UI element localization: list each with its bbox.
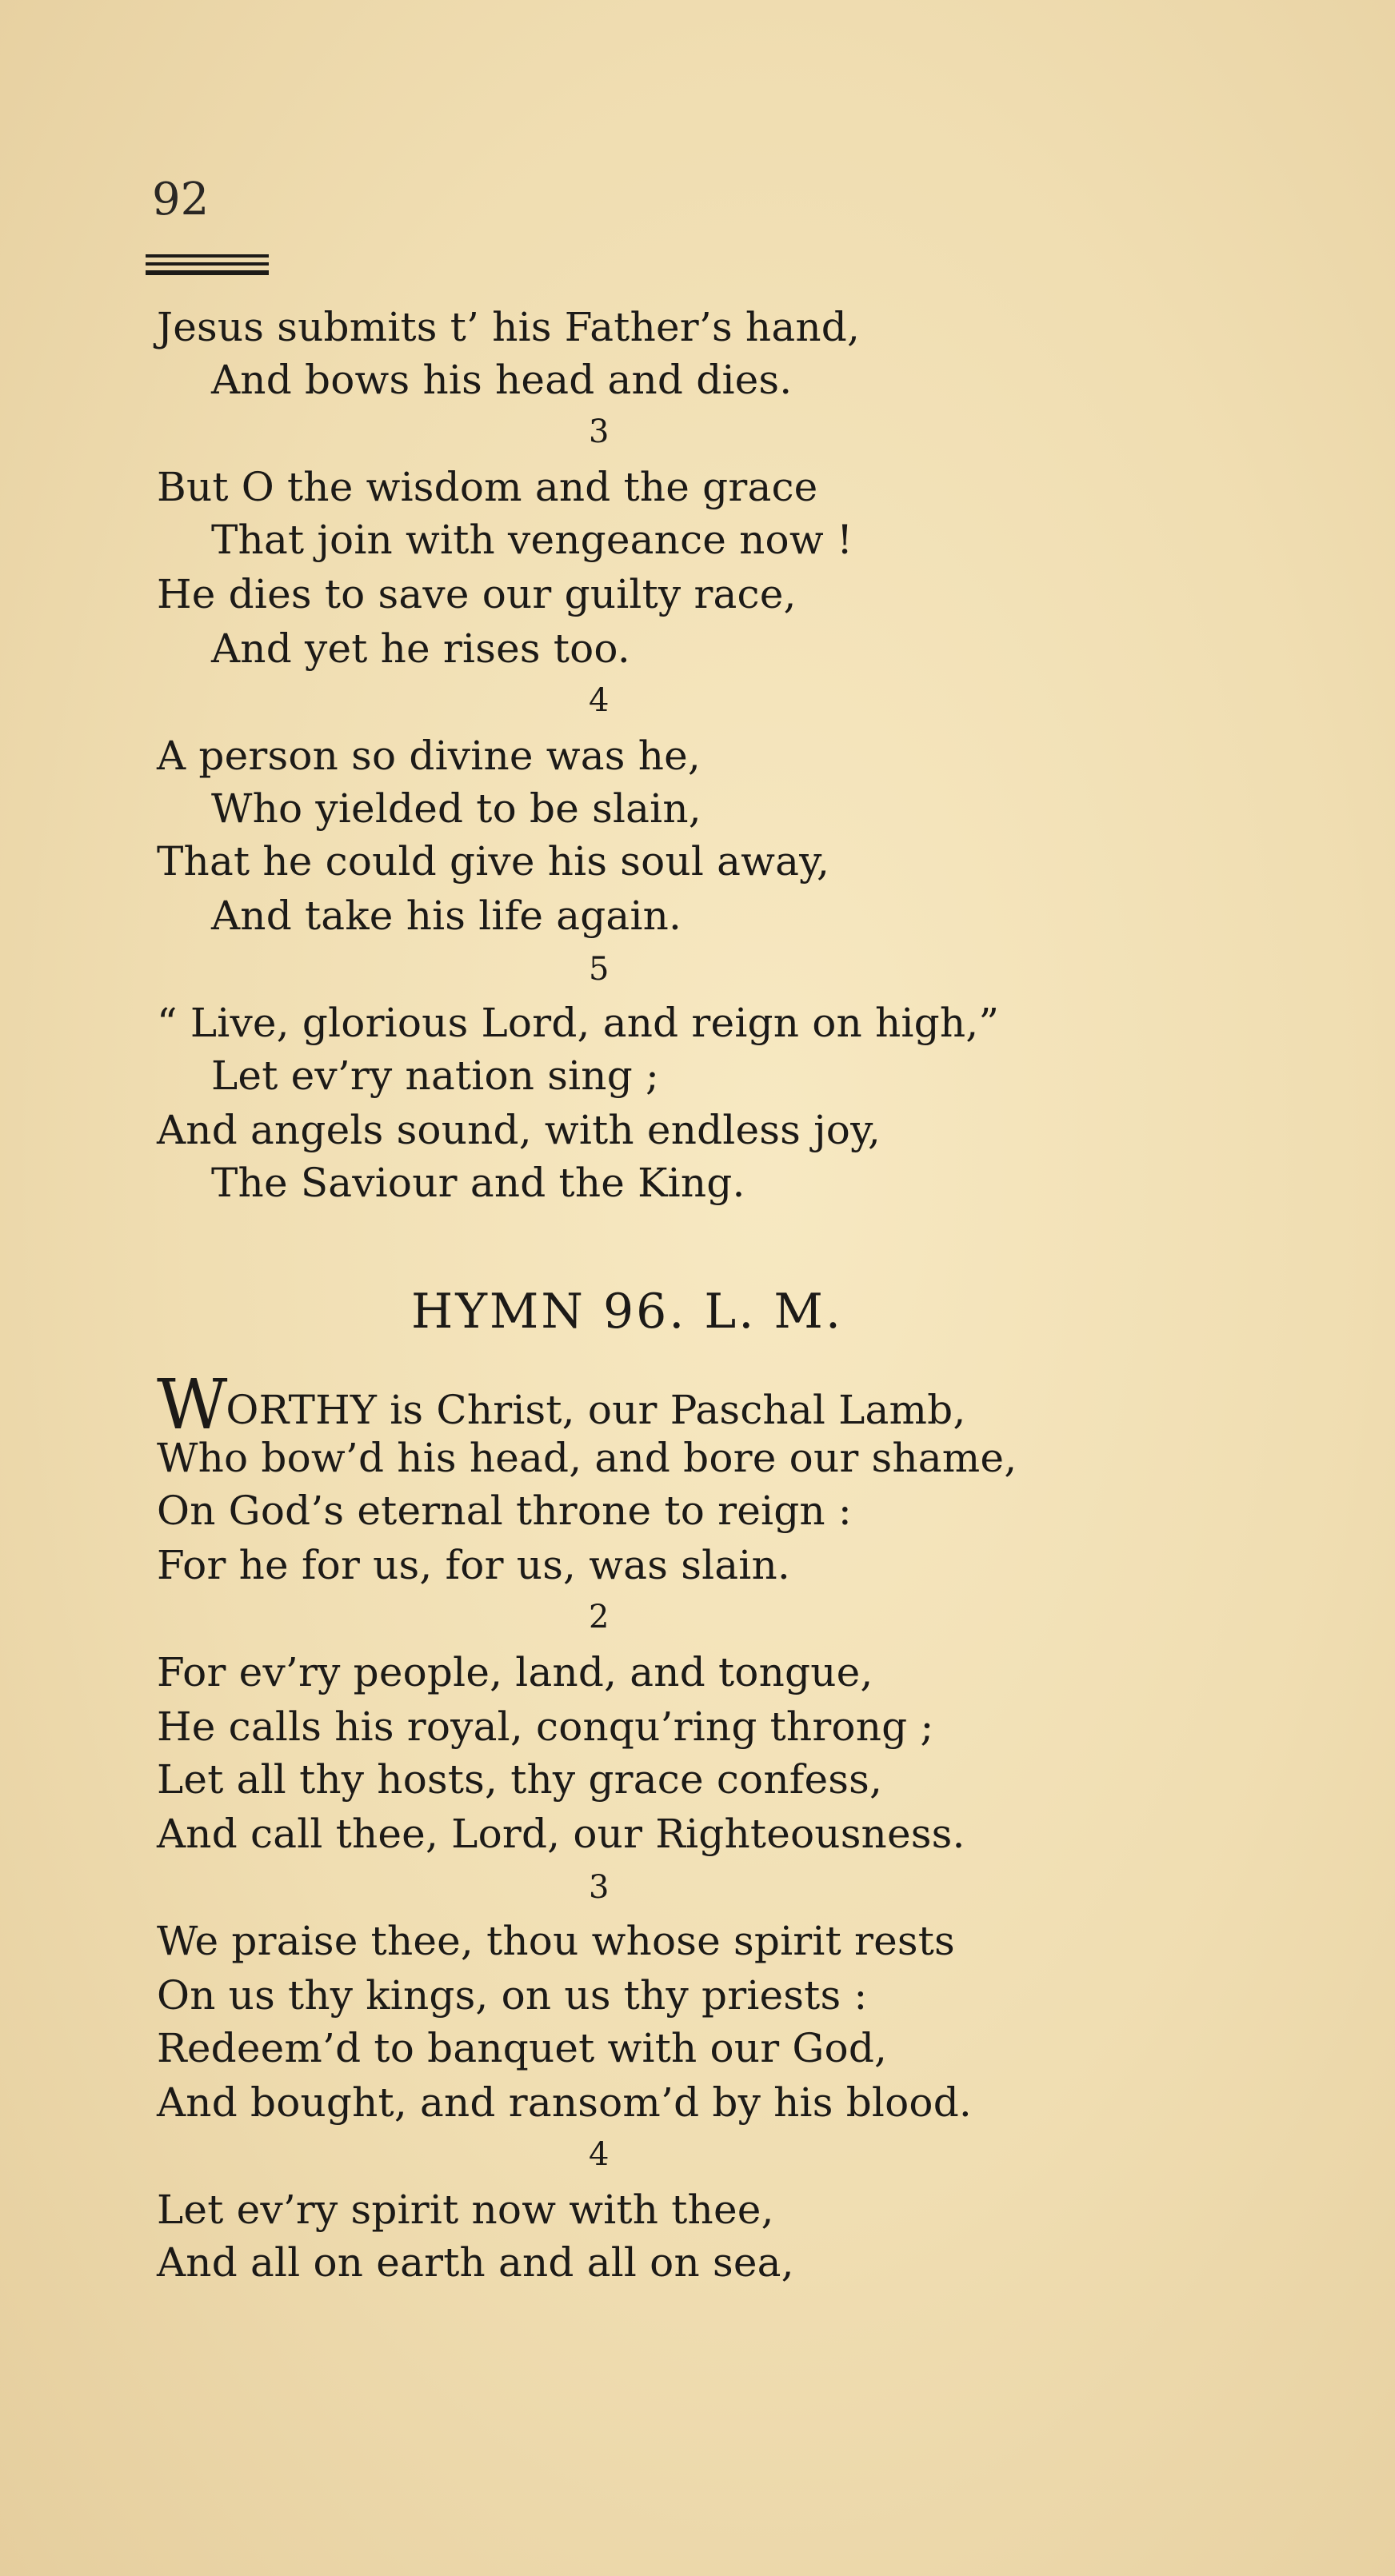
verse-number: 2	[589, 1599, 610, 1635]
verse-line: Let ev’ry nation sing ;	[211, 1052, 660, 1099]
verse-line: Let ev’ry spirit now with thee,	[157, 2187, 774, 2233]
verse-line-rest: ORTHY is Christ, our Paschal Lamb,	[226, 1387, 966, 1433]
verse-line: “ Live, glorious Lord, and reign on high,”	[157, 1000, 1000, 1046]
verse-line: And bows his head and dies.	[211, 357, 793, 403]
verse-line: And yet he rises too.	[211, 625, 630, 672]
verse-line: Let all thy hosts, thy grace confess,	[157, 1756, 883, 1803]
verse-line: We praise thee, thou whose spirit rests	[157, 1918, 955, 1964]
page-number: 92	[152, 174, 210, 226]
verse-line: And angels sound, with endless joy,	[157, 1107, 881, 1153]
verse-line: He calls his royal, conqu’ring throng ;	[157, 1703, 934, 1750]
verse-line: A person so divine was he,	[157, 733, 701, 779]
drop-cap: W	[157, 1365, 226, 1445]
verse-line: On God’s eternal throne to reign :	[157, 1488, 852, 1534]
verse-line: And all on earth and all on sea,	[157, 2239, 794, 2286]
verse-line: That he could give his soul away,	[157, 838, 830, 885]
header-rule	[146, 262, 269, 266]
verse-line: Who yielded to be slain,	[211, 785, 701, 832]
verse-number: 3	[589, 1869, 610, 1906]
verse-line: For ev’ry people, land, and tongue,	[157, 1649, 873, 1695]
verse-number: 5	[589, 951, 610, 988]
verse-line: Jesus submits t’ his Father’s hand,	[157, 304, 861, 350]
verse-line: Who bow’d his head, and bore our shame,	[157, 1435, 1017, 1481]
verse-line: And call thee, Lord, our Righteousness.	[157, 1811, 965, 1857]
verse-number: 4	[589, 682, 610, 719]
verse-line: For he for us, for us, was slain.	[157, 1542, 790, 1588]
verse-line: Redeem’d to banquet with our God,	[157, 2025, 888, 2071]
verse-number: 3	[589, 413, 610, 450]
verse-line: That join with vengeance now !	[211, 517, 853, 563]
verse-line: On us thy kings, on us thy priests :	[157, 1972, 868, 2019]
verse-number: 4	[589, 2136, 610, 2173]
header-rule	[146, 270, 269, 275]
verse-line: He dies to save our guilty race,	[157, 571, 797, 617]
verse-line: The Saviour and the King.	[211, 1160, 745, 1206]
verse-line: And bought, and ransom’d by his blood.	[157, 2079, 973, 2126]
verse-line: And take his life again.	[211, 893, 682, 939]
hymn-title: HYMN 96. L. M.	[411, 1284, 843, 1340]
verse-line: But O the wisdom and the grace	[157, 464, 818, 510]
verse-first-line	[157, 1365, 966, 1445]
header-rule	[146, 254, 269, 258]
